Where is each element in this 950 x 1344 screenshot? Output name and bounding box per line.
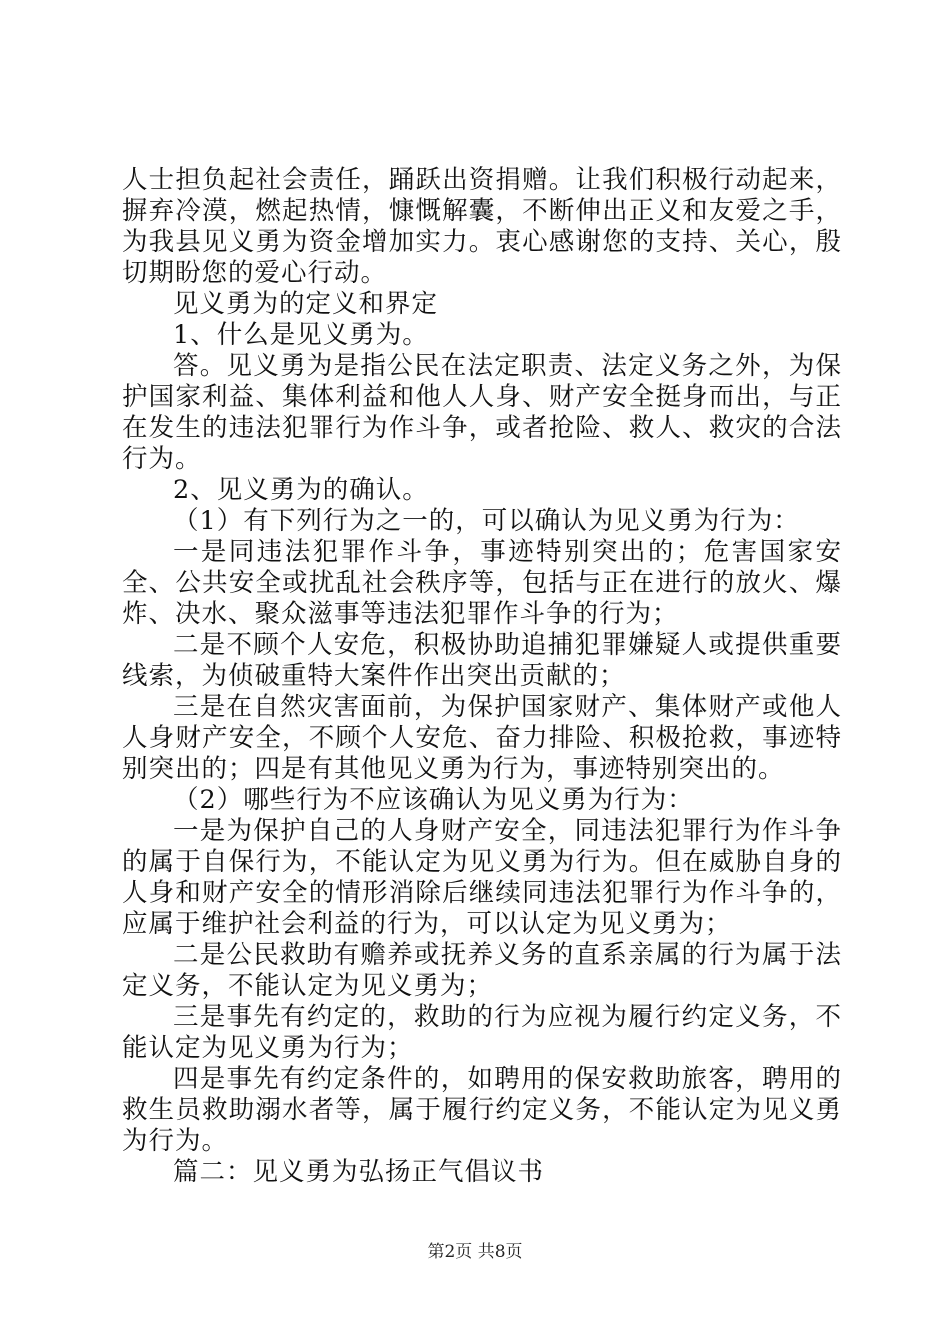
list-item: 一是为保护自己的人身财产安全，同违法犯罪行为作斗争的属于自保行为，不能认定为见义勇为行为。但在威胁自身的人身和财产安全的情形消除后继续同违法犯罪行为作斗争的，应属于维护社会利益的行为，可以认定为见义勇为； [122,816,842,939]
question-heading: 1、什么是见义勇为。 [173,320,429,350]
document-body [122,165,842,1188]
list-item: 一是同违法犯罪作斗争，事迹特别突出的；危害国家安全、公共安全或扰乱社会秩序等，包括与正在进行的放火、爆炸、决水、聚众滋事等违法犯罪作斗争的行为； [122,537,842,629]
page-number: 第2页 共8页 [427,1242,523,1262]
section-heading: 见义勇为的定义和界定 [173,289,439,319]
chapter-heading: 篇二：见义勇为弘扬正气倡议书 [173,1157,545,1187]
question-heading: 2、见义勇为的确认。 [173,475,429,505]
list-item: 三是事先有约定的，救助的行为应视为履行约定义务，不能认定为见义勇为行为； [122,1002,842,1063]
subsection-heading: （1）有下列行为之一的，可以确认为见义勇为行为： [173,506,800,536]
list-item: 二是公民救助有赡养或抚养义务的直系亲属的行为属于法定义务，不能认定为见义勇为； [122,940,842,1001]
list-item: 四是事先有约定条件的，如聘用的保安救助旅客，聘用的救生员救助溺水者等，属于履行约定义务，不能认定为见义勇为行为。 [122,1064,842,1156]
paragraph: 答。见义勇为是指公民在法定职责、法定义务之外，为保护国家利益、集体利益和他人人身、财产安全挺身而出，与正在发生的违法犯罪行为作斗争，或者抢险、救人、救灾的合法行为。 [122,351,842,474]
paragraph: 人士担负起社会责任，踊跃出资捐赠。让我们积极行动起来，摒弃冷漠，燃起热情，慷慨解囊，不断伸出正义和友爱之手，为我县见义勇为资金增加实力。衷心感谢您的支持、关心，殷切期盼您的爱心行动。 [122,165,842,288]
list-item: 二是不顾个人安危，积极协助追捕犯罪嫌疑人或提供重要线索，为侦破重特大案件作出突出贡献的； [122,630,842,691]
subsection-heading: （2）哪些行为不应该确认为见义勇为行为： [173,785,694,815]
list-item: 三是在自然灾害面前，为保护国家财产、集体财产或他人人身财产安全，不顾个人安危、奋力排险、积极抢救，事迹特别突出的；四是有其他见义勇为行为，事迹特别突出的。 [122,692,842,784]
